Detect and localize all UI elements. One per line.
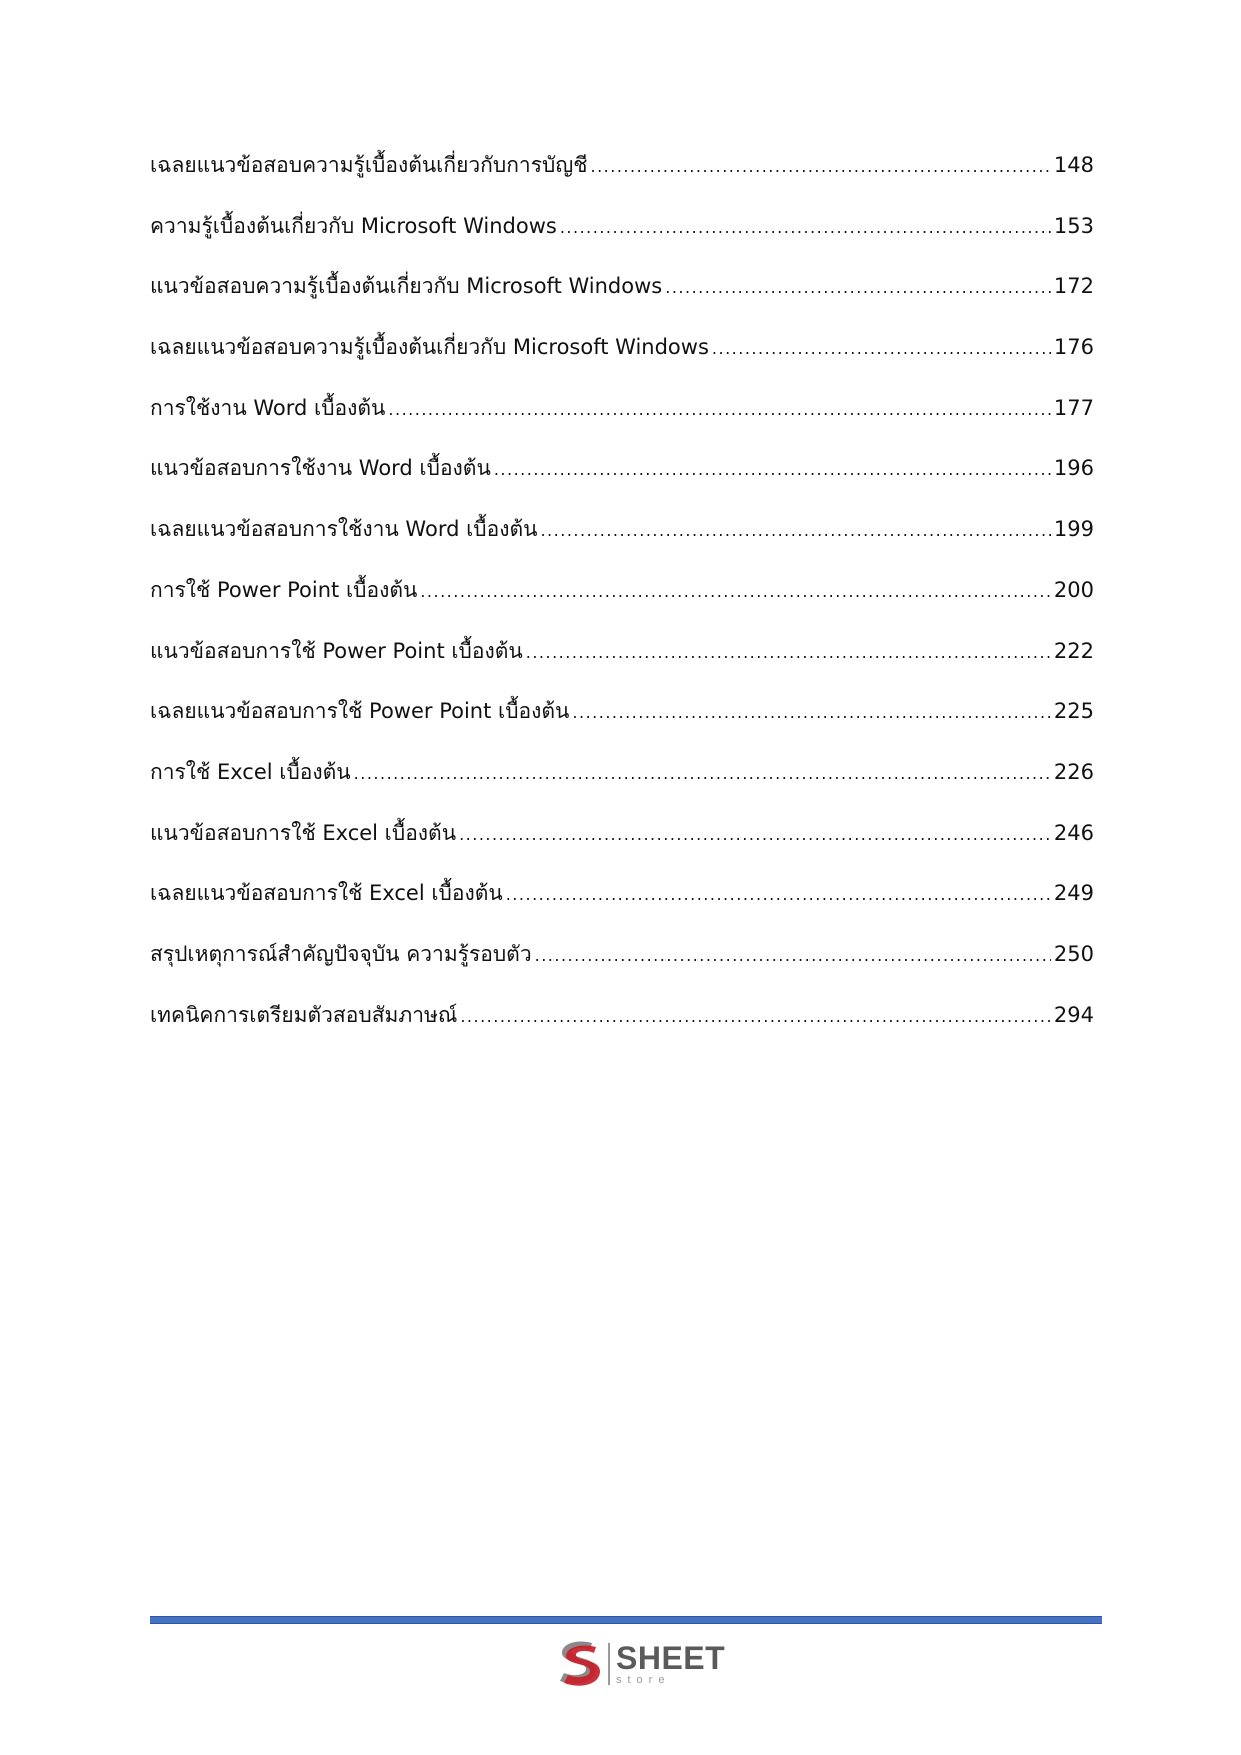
- toc-entry-title: สรุปเหตุการณ์สำคัญปัจจุบัน ความรู้รอบตัว: [150, 941, 532, 966]
- toc-entry-page: 222: [1053, 638, 1094, 663]
- toc-entry[interactable]: [150, 516, 1094, 577]
- logo-wordmark: SHEET: [616, 1640, 726, 1676]
- toc-entry[interactable]: [150, 880, 1094, 941]
- toc-entry[interactable]: [150, 455, 1094, 516]
- toc-entry-title: แนวข้อสอบการใช้ Excel เบื้องต้น: [150, 820, 457, 845]
- logo-text: [616, 1642, 725, 1686]
- toc-entry[interactable]: [150, 334, 1094, 395]
- toc-entry-page: 225: [1053, 699, 1094, 724]
- toc-entry-title: เฉลยแนวข้อสอบความรู้เบื้องต้นเกี่ยวกับ Microsoft Windows: [150, 335, 709, 360]
- toc-entry[interactable]: [150, 941, 1094, 1002]
- toc-entry-title: เฉลยแนวข้อสอบการใช้ Excel เบื้องต้น: [150, 881, 503, 906]
- toc-entry-page: 177: [1053, 395, 1094, 420]
- toc-entry-title: ความรู้เบื้องต้นเกี่ยวกับ Microsoft Windows: [150, 213, 557, 238]
- sheet-store-s-logo-icon: [552, 1637, 604, 1691]
- dot-leader: [388, 397, 1051, 423]
- dot-leader: [459, 822, 1051, 848]
- dot-leader: [460, 1004, 1051, 1030]
- toc-entry[interactable]: [150, 395, 1094, 456]
- toc-entry[interactable]: [150, 638, 1094, 699]
- toc-entry[interactable]: [150, 152, 1094, 213]
- logo-subtitle: store: [616, 1674, 671, 1686]
- toc-entry-title: การใช้ Excel เบื้องต้น: [150, 759, 351, 784]
- table-of-contents: [150, 152, 1094, 1062]
- toc-entry-page: 226: [1053, 759, 1094, 784]
- logo-separator: [608, 1643, 610, 1685]
- footer-divider: [150, 1616, 1102, 1624]
- dot-leader: [572, 700, 1051, 726]
- toc-entry[interactable]: [150, 577, 1094, 638]
- toc-entry-title: เทคนิคการเตรียมตัวสอบสัมภาษณ์: [150, 1002, 458, 1027]
- toc-entry-page: 294: [1053, 1002, 1094, 1027]
- dot-leader: [494, 457, 1051, 483]
- toc-entry-page: 153: [1053, 213, 1094, 238]
- toc-entry-page: 172: [1053, 274, 1094, 299]
- toc-entry-title: เฉลยแนวข้อสอบการใช้งาน Word เบื้องต้น: [150, 517, 538, 542]
- toc-entry-title: แนวข้อสอบความรู้เบื้องต้นเกี่ยวกับ Microsoft Windows: [150, 274, 663, 299]
- toc-entry-page: 246: [1053, 820, 1094, 845]
- toc-entry[interactable]: [150, 759, 1094, 820]
- toc-entry-title: การใช้ Power Point เบื้องต้น: [150, 577, 418, 602]
- dot-leader: [506, 882, 1051, 908]
- toc-entry[interactable]: [150, 273, 1094, 334]
- dot-leader: [420, 579, 1051, 605]
- toc-entry-page: 250: [1053, 941, 1094, 966]
- toc-entry[interactable]: [150, 213, 1094, 274]
- dot-leader: [535, 943, 1051, 969]
- dot-leader: [540, 518, 1050, 544]
- toc-entry[interactable]: [150, 1002, 1094, 1063]
- toc-entry-page: 249: [1053, 881, 1094, 906]
- toc-entry-title: แนวข้อสอบการใช้ Power Point เบื้องต้น: [150, 638, 523, 663]
- toc-entry-page: 199: [1053, 517, 1094, 542]
- toc-entry-page: 148: [1053, 153, 1094, 177]
- dot-leader: [665, 275, 1051, 301]
- dot-leader: [590, 154, 1050, 180]
- dot-leader: [526, 640, 1051, 666]
- dot-leader: [560, 215, 1051, 241]
- toc-entry-page: 196: [1053, 456, 1094, 481]
- toc-entry-title: เฉลยแนวข้อสอบการใช้ Power Point เบื้องต้น: [150, 699, 570, 724]
- dot-leader: [354, 761, 1051, 787]
- toc-entry-title: เฉลยแนวข้อสอบความรู้เบื้องต้นเกี่ยวกับการบัญชี: [150, 153, 588, 177]
- toc-entry-title: การใช้งาน Word เบื้องต้น: [150, 395, 386, 420]
- dot-leader: [712, 336, 1051, 362]
- toc-entry-page: 176: [1053, 335, 1094, 360]
- toc-entry[interactable]: [150, 698, 1094, 759]
- toc-entry[interactable]: [150, 820, 1094, 881]
- toc-entry-title: แนวข้อสอบการใช้งาน Word เบื้องต้น: [150, 456, 491, 481]
- sheet-store-logo: [552, 1637, 725, 1691]
- toc-entry-page: 200: [1053, 577, 1094, 602]
